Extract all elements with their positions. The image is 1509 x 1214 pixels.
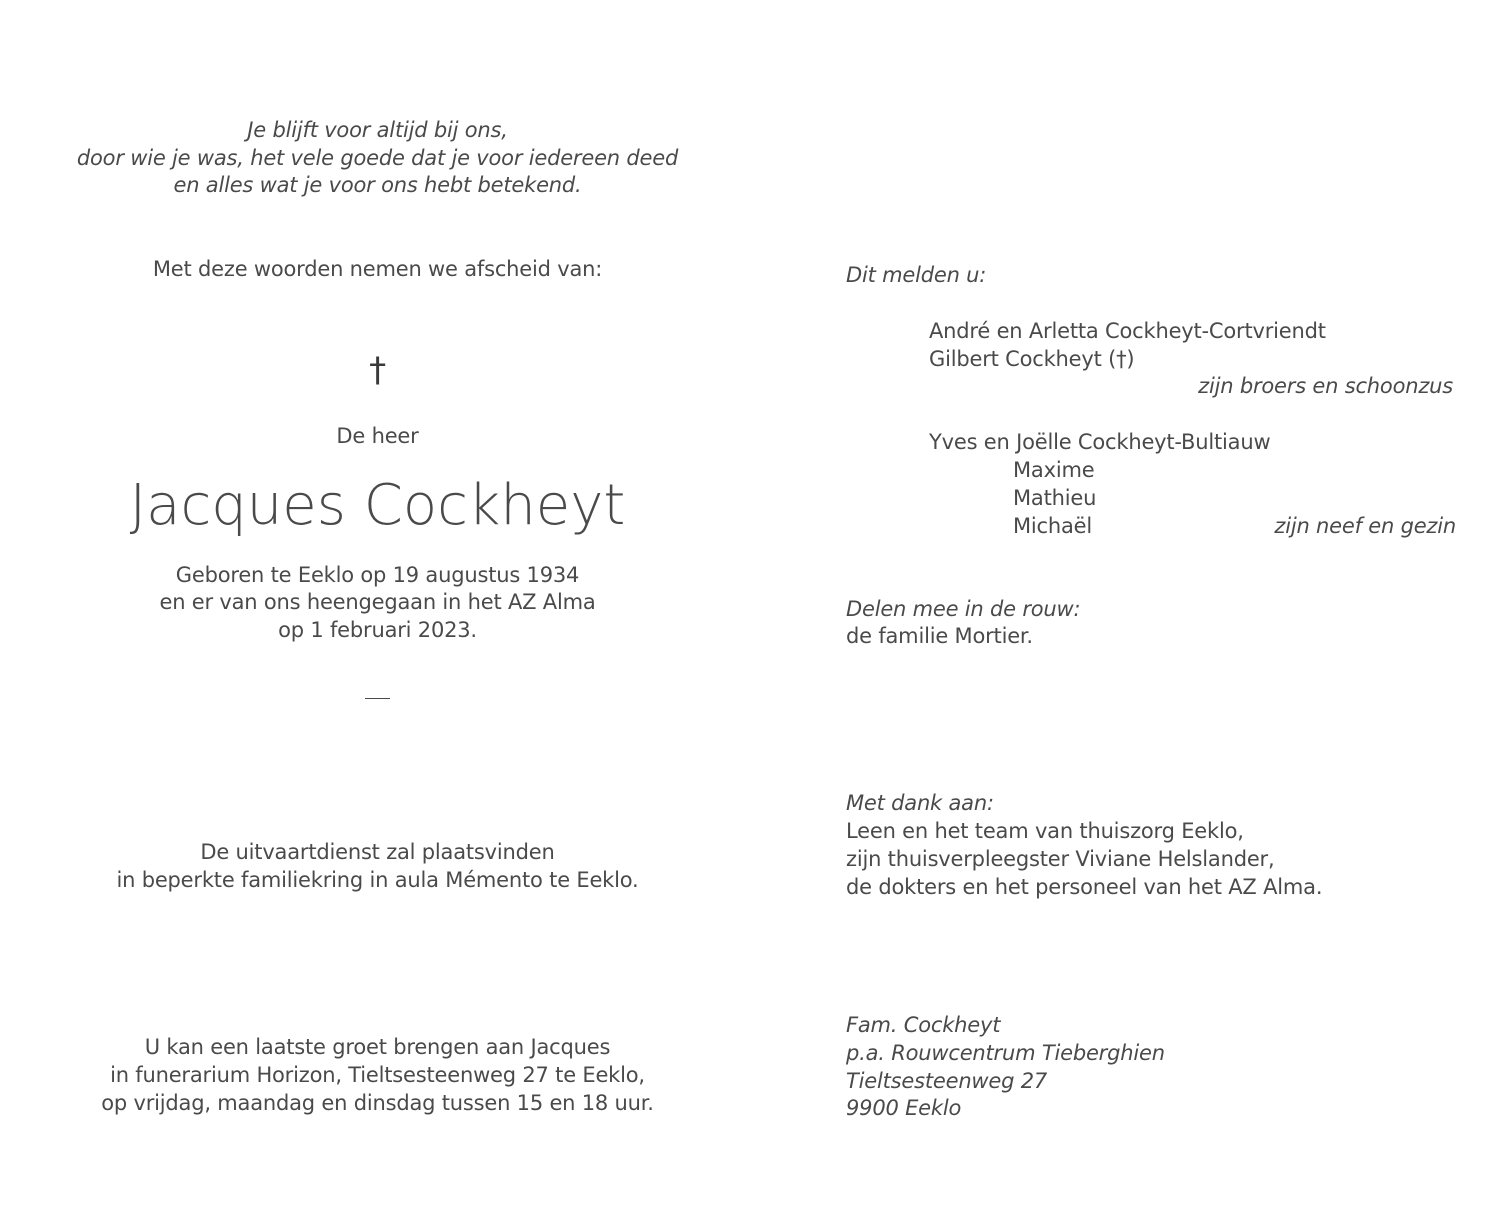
address-line: Tieltsesteenweg 27 — [846, 1069, 1048, 1093]
visitation-line-3: op vrijdag, maandag en dinsdag tussen 15 en 18 uur. — [101, 1091, 654, 1115]
visitation-line-2: in funerarium Horizon, Tieltsesteenweg 27 te Eeklo, — [110, 1063, 645, 1087]
thanks-line: de dokters en het personeel van het AZ Alma. — [846, 875, 1323, 899]
share-text: de familie Mortier. — [846, 624, 1033, 648]
visitation-line-1: U kan een laatste groet brengen aan Jacques — [144, 1035, 611, 1059]
address-line: 9900 Eeklo — [846, 1096, 962, 1120]
relation-label: zijn neef en gezin — [1274, 514, 1456, 538]
announce-heading: Dit melden u: — [846, 263, 987, 287]
service-line-1: De uitvaartdienst zal plaatsvinden — [200, 840, 555, 864]
salutation: De heer — [336, 424, 419, 448]
family-member: Gilbert Cockheyt (†) — [929, 347, 1135, 371]
service-line-2: in beperkte familiekring in aula Mémento te Eeklo. — [116, 868, 639, 892]
thanks-line: Leen en het team van thuiszorg Eeklo, — [846, 819, 1244, 843]
death-date-line: op 1 februari 2023. — [278, 618, 477, 642]
deceased-name: Jacques Cockheyt — [129, 473, 626, 538]
death-line: en er van ons heengegaan in het AZ Alma — [159, 590, 596, 614]
family-child: Michaël — [1013, 514, 1093, 538]
address-line: Fam. Cockheyt — [846, 1013, 1001, 1037]
birth-line: Geboren te Eeklo op 19 augustus 1934 — [175, 563, 580, 587]
poem-line-3: en alles wat je voor ons hebt betekend. — [173, 173, 582, 197]
share-heading: Delen mee in de rouw: — [846, 597, 1081, 621]
family-child: Mathieu — [1013, 486, 1097, 510]
address-line: p.a. Rouwcentrum Tieberghien — [846, 1041, 1165, 1065]
poem-line-1: Je blijft voor altijd bij ons, — [247, 118, 508, 142]
thanks-line: zijn thuisverpleegster Viviane Helslander, — [846, 847, 1275, 871]
cross-icon: † — [369, 350, 386, 390]
family-member: André en Arletta Cockheyt-Cortvriendt — [929, 319, 1326, 343]
family-child: Maxime — [1013, 458, 1095, 482]
relation-label: zijn broers en schoonzus — [1198, 374, 1453, 398]
family-member: Yves en Joëlle Cockheyt-Bultiauw — [929, 430, 1271, 454]
divider — [365, 698, 390, 699]
thanks-heading: Met dank aan: — [846, 791, 994, 815]
intro-text: Met deze woorden nemen we afscheid van: — [152, 257, 603, 281]
poem-line-2: door wie je was, het vele goede dat je voor iedereen deed — [76, 146, 679, 170]
